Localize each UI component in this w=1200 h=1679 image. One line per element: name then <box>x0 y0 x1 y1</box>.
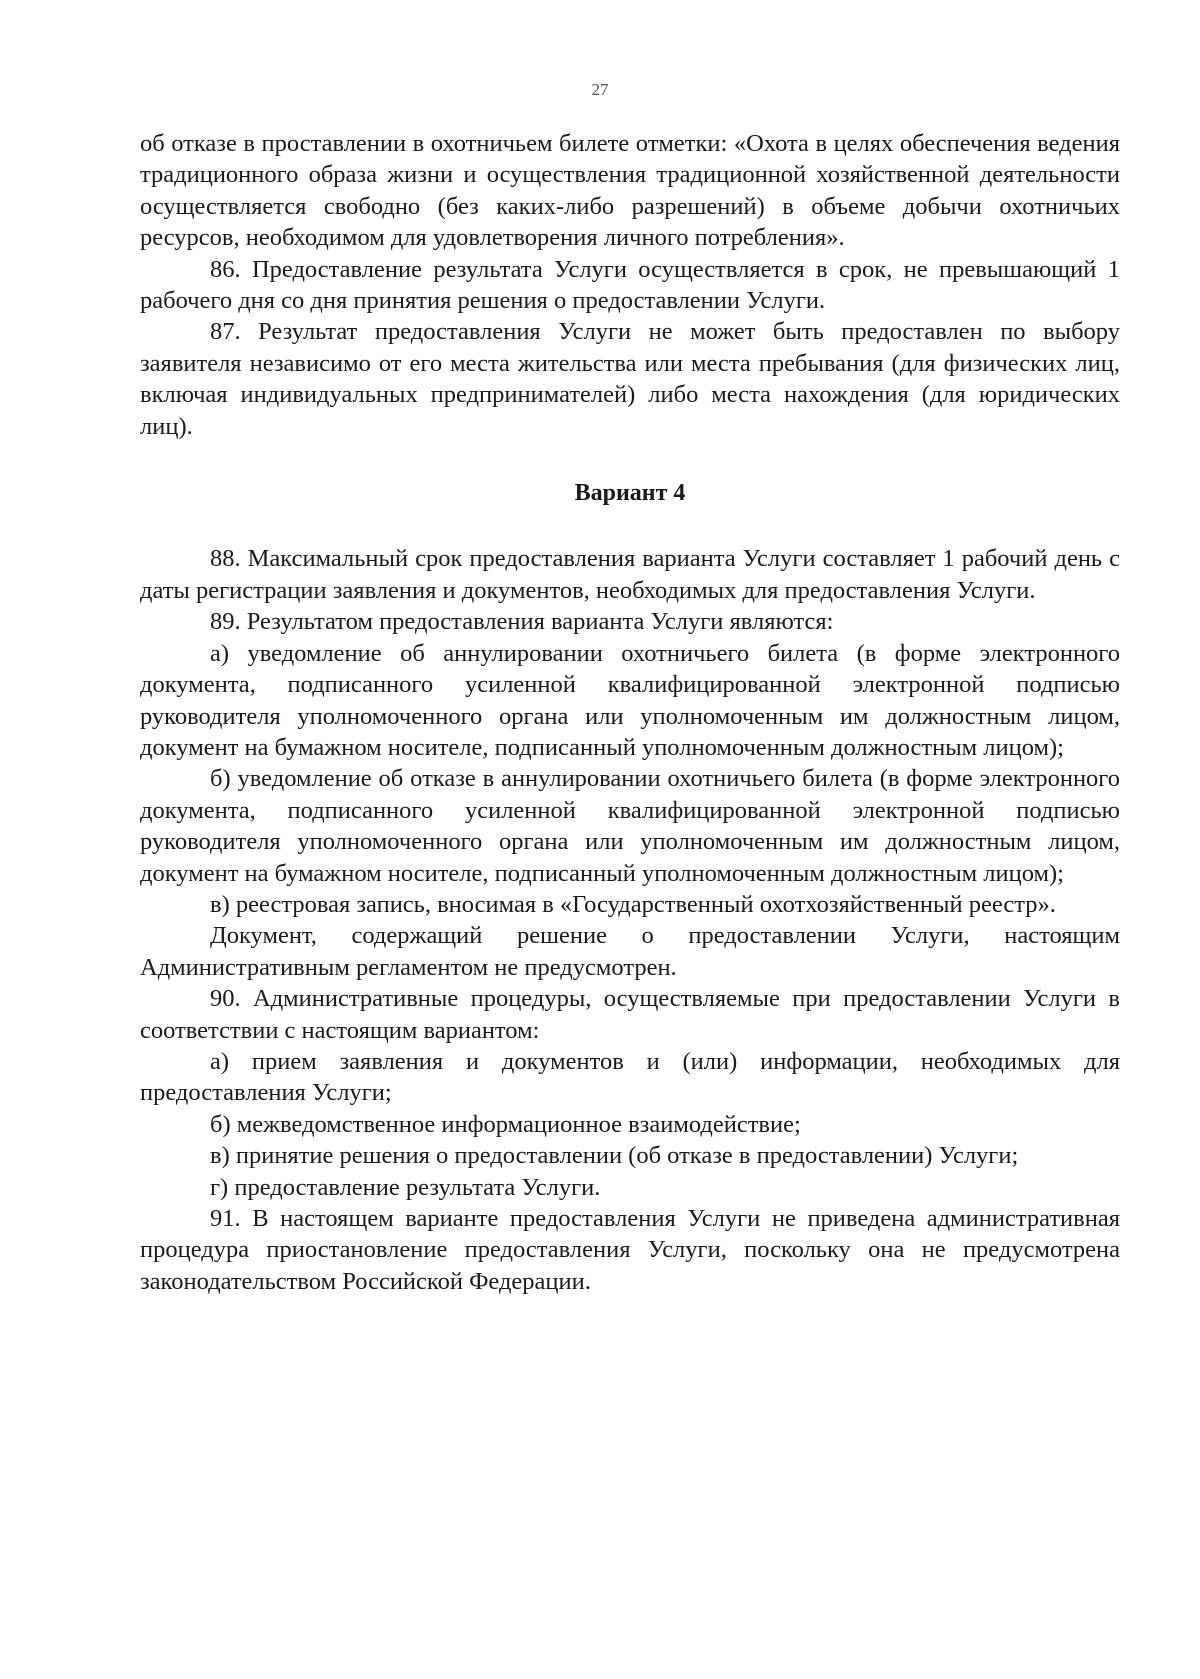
paragraph-88: 88. Максимальный срок предоставления варианта Услуги составляет 1 рабочий день с даты регистрации заявления и документов, необходимых для предоставления Услуги. <box>140 545 1120 604</box>
paragraph-90: 90. Административные процедуры, осуществляемые при предоставлении Услуги в соответствии с настоящим вариантом: <box>140 985 1120 1044</box>
paragraph-89-v: в) реестровая запись, вносимая в «Государственный охотхозяйственный реестр». <box>210 890 1056 918</box>
page-number: 27 <box>591 80 609 99</box>
paragraph-91: 91. В настоящем варианте предоставления Услуги не приведена административная процедура приостановление предоставления Услуги, поскольку она не предусмотрена законодательством Российской Федерации. <box>140 1205 1120 1295</box>
paragraph-89-a: а) уведомление об аннулировании охотничьего билета (в форме электронного документа, подписанного усиленной квалифицированной электронной подписью руководителя уполномоченного органа или уполномоченным им должностным лицом, документ на бумажном носителе, подписанный уполномоченным должностным лицом); <box>140 639 1120 761</box>
paragraph-89: 89. Результатом предоставления варианта Услуги являются: <box>210 608 834 636</box>
paragraph-90-g: г) предоставление результата Услуги. <box>210 1173 601 1201</box>
paragraph-90-b: б) межведомственное информационное взаимодействие; <box>210 1110 801 1138</box>
paragraph-90-v: в) принятие решения о предоставлении (об отказе в предоставлении) Услуги; <box>210 1142 1019 1170</box>
paragraph-89-b: б) уведомление об отказе в аннулировании охотничьего билета (в форме электронного документа, подписанного усиленной квалифицированной электронной подписью руководителя уполномоченного органа или уполномоченным им должностным лицом, документ на бумажном носителе, подписанный уполномоченным должностным лицом); <box>140 765 1120 887</box>
paragraph-87: 87. Результат предоставления Услуги не может быть предоставлен по выбору заявителя независимо от его места жительства или места пребывания (для физических лиц, включая индивидуальных предпринимателей) либо места нахождения (для юридических лиц). <box>140 318 1120 440</box>
section-heading: Вариант 4 <box>574 480 686 507</box>
paragraph-90-a: а) прием заявления и документов и (или) информации, необходимых для предоставления Услуги; <box>140 1047 1120 1107</box>
paragraph-continuation: об отказе в проставлении в охотничьем билете отметки: «Охота в целях обеспечения ведения традиционного образа жизни и осуществления традиционной хозяйственной деятельности осуществляется свободно (без каких-либо разрешений) в объеме добычи охотничьих ресурсов, необходимом для удовлетворения личного потребления». <box>140 130 1120 252</box>
paragraph-86: 86. Предоставление результата Услуги осуществляется в срок, не превышающий 1 рабочего дня со дня принятия решения о предоставлении Услуги. <box>140 255 1120 315</box>
paragraph-document-note: Документ, содержащий решение о предоставлении Услуги, настоящим Административным регламентом не предусмотрен. <box>140 922 1120 981</box>
document-body <box>140 128 1120 1297</box>
